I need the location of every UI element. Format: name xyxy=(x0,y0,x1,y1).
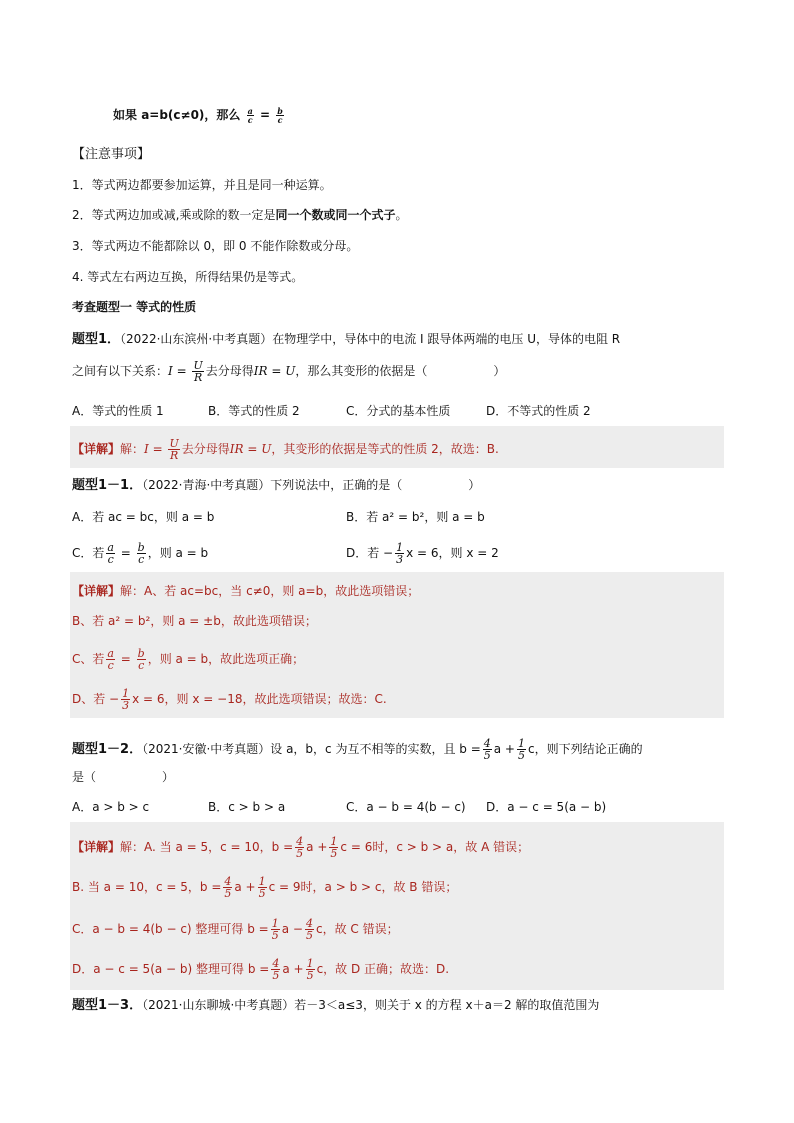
q11-option-b: B．若 a² = b²，则 a = b xyxy=(346,510,485,524)
intro-mid: ，那么 xyxy=(204,108,245,122)
q1-option-d: D．不等式的性质 2 xyxy=(486,404,591,418)
fraction-u-over-r: $\frac{U}{R}$ xyxy=(193,359,203,384)
q11-option-c: C．若 $\frac{a}{c}$ = $\frac{b}{c}$ ，则 a = b xyxy=(72,541,209,566)
q11-answer-1: 【详解】解：A、若 ac=bc，当 c≠0，则 a=b，故此选项错误； xyxy=(72,584,420,598)
question-1: 题型1．（2022·山东滨州·中考真题）在物理学中，导体中的电流 I 跟导体两端的电压 U，导体的电阻 R xyxy=(72,332,621,347)
q12-option-a: A．a > b > c xyxy=(72,800,150,814)
q12-answer-1: 【详解】解：A. 当 a = 5，c = 10，b = $\frac{4}{5}$ a + $\frac{1}{5}$ c = 6时，c > b > a，故 A 错误； xyxy=(72,835,530,860)
question-1-1: 题型1－1．（2022·青海·中考真题）下列说法中，正确的是（ ） xyxy=(72,478,481,493)
q11-answer-4: D、若 − $\frac{1}{3}$ x = 6，则 x = −18，故此选项错误；故选：C. xyxy=(72,687,387,712)
question-1-line-2: 之间有以下关系：I = $\frac{U}{R}$ 去分母得IR = U，那么其变形的依据是（ ） xyxy=(72,359,506,384)
q12-option-b: B．c > b > a xyxy=(208,800,286,814)
section-title: 考查题型一 等式的性质 xyxy=(72,300,197,314)
q12-answer-3: C．a − b = 4(b − c) 整理可得 b = $\frac{1}{5}$ a − $\frac{4}{5}$ c，故 C 错误； xyxy=(72,917,399,942)
fraction-a-over-c: $\frac{a}{c}$ xyxy=(247,106,253,125)
question-1-3: 题型1－3．（2021·山东聊城·中考真题）若－3＜a≤3，则关于 x 的方程 x＋a＝2 解的取值范围为 xyxy=(72,998,600,1013)
note-1: 1．等式两边都要参加运算，并且是同一种运算。 xyxy=(72,178,332,192)
q12-answer-4: D．a − c = 5(a − b) 整理可得 b = $\frac{4}{5}$ a + $\frac{1}{5}$ c，故 D 正确；故选：D. xyxy=(72,957,450,982)
q1-option-c: C．分式的基本性质 xyxy=(346,404,451,418)
notes-heading: 【注意事项】 xyxy=(72,147,151,162)
q1-answer: 【详解】解：I = $\frac{U}{R}$ 去分母得IR = U，其变形的依据是等式的性质 2，故选：B. xyxy=(72,437,499,462)
intro-prefix: 如果 xyxy=(113,108,142,122)
fraction-b-over-c: $\frac{b}{c}$ xyxy=(277,106,283,125)
intro-rule: 如果 a=b(c≠0)，那么 $\frac{a}{c}$ = $\frac{b}{c}$ xyxy=(113,106,283,125)
q1-option-a: A．等式的性质 1 xyxy=(72,404,164,418)
intro-condition: a=b(c≠0) xyxy=(141,108,205,122)
q12-answer-2: B. 当 a = 10，c = 5，b = $\frac{4}{5}$ a + $\frac{1}{5}$ c = 9时，a > b > c，故 B 错误； xyxy=(72,875,458,900)
note-3: 3．等式两边不能都除以 0，即 0 不能作除数或分母。 xyxy=(72,239,359,253)
q1-option-b: B．等式的性质 2 xyxy=(208,404,300,418)
note-2: 2．等式两边加或减,乘或除的数一定是同一个数或同一个式子。 xyxy=(72,208,408,222)
question-1-2-line-2: 是（ ） xyxy=(72,770,175,784)
q11-answer-3: C、若 $\frac{a}{c}$ = $\frac{b}{c}$ ，则 a = b，故此选项正确； xyxy=(72,647,305,672)
q12-option-c: C．a − b = 4(b − c) xyxy=(346,800,466,814)
q11-answer-2: B、若 a² = b²，则 a = ±b，故此选项错误； xyxy=(72,614,317,628)
question-1-2: 题型1－2．（2021·安徽·中考真题）设 a，b，c 为互不相等的实数，且 b = $\frac{4}{5}$ a + $\frac{1}{5}$ c，则下列结论正确的 xyxy=(72,737,643,762)
note-4: 4. 等式左右两边互换，所得结果仍是等式。 xyxy=(72,270,304,284)
q12-option-d: D．a − c = 5(a − b) xyxy=(486,800,607,814)
q11-option-d: D．若 − $\frac{1}{3}$ x = 6，则 x = 2 xyxy=(346,541,499,566)
q11-option-a: A．若 ac = bc，则 a = b xyxy=(72,510,215,524)
